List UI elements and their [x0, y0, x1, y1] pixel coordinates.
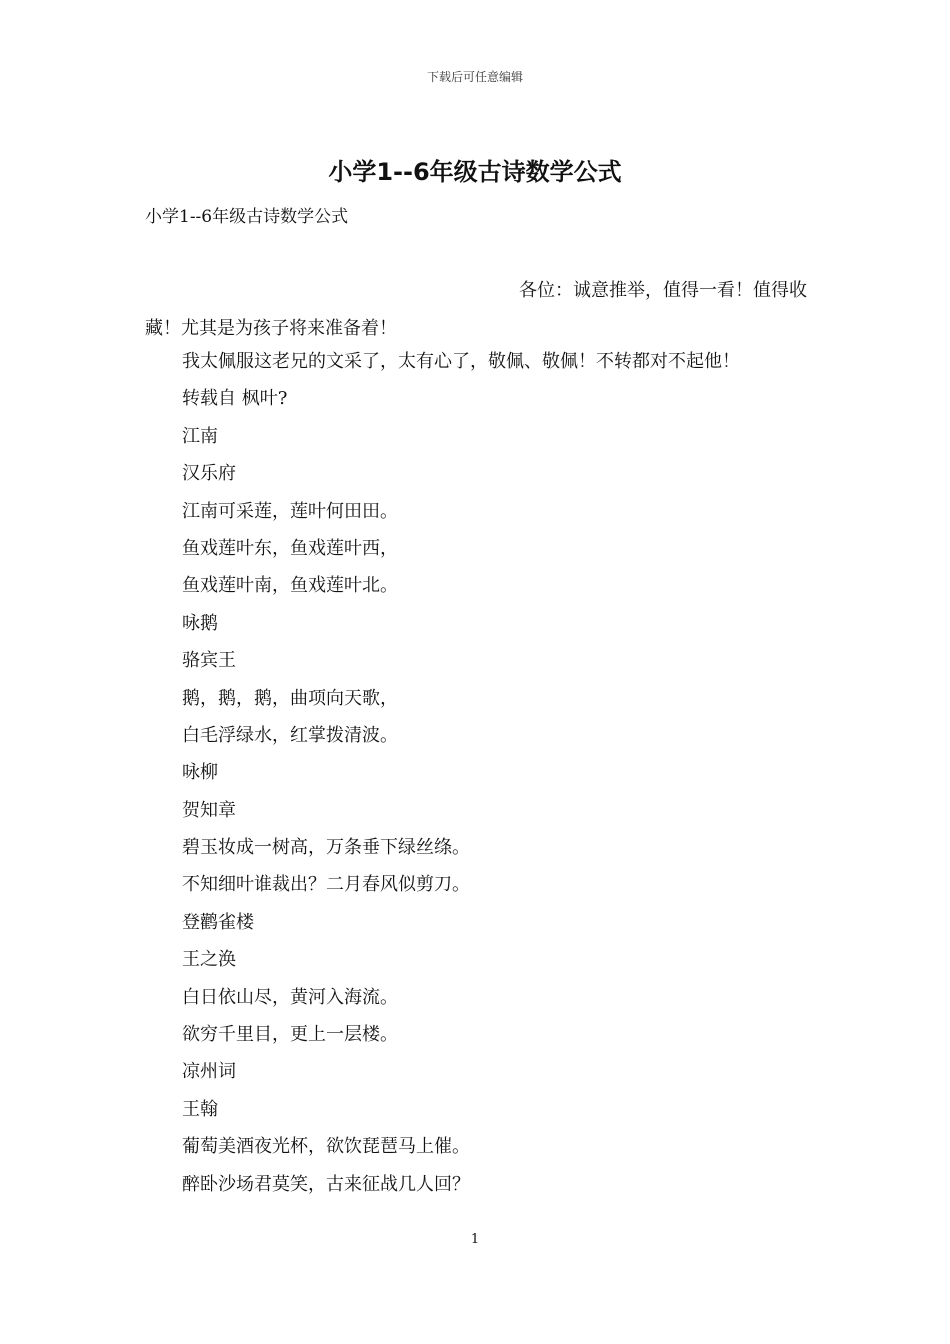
poem-verse: 白毛浮绿水，红掌拨清波。 — [182, 724, 398, 746]
document-title: 小学1--6年级古诗数学公式 — [328, 158, 622, 186]
poem-title: 咏鹅 — [182, 612, 218, 634]
poem-title: 江南 — [182, 425, 218, 447]
poem-author: 汉乐府 — [182, 463, 236, 485]
page-number: 1 — [470, 1232, 480, 1247]
poem-verse: 白日依山尽，黄河入海流。 — [182, 986, 398, 1008]
poem-verse: 碧玉妆成一树高，万条垂下绿丝绦。 — [182, 837, 470, 859]
poem-verse: 欲穷千里目，更上一层楼。 — [182, 1024, 398, 1046]
poem-verse: 葡萄美酒夜光杯，欲饮琵琶马上催。 — [182, 1136, 470, 1158]
poem-title: 咏柳 — [182, 762, 218, 784]
intro-line-1: 各位：诚意推举，值得一看！值得收 — [519, 280, 807, 301]
poem-author: 王之涣 — [182, 949, 236, 971]
intro-line-2: 藏！尤其是为孩子将来准备着！ — [145, 318, 397, 339]
poem-title: 登鹳雀楼 — [182, 911, 254, 933]
poem-lines — [182, 350, 822, 1210]
poem-verse: 醉卧沙场君莫笑，古来征战几人回？ — [182, 1173, 470, 1195]
document-subtitle: 小学1--6年级古诗数学公式 — [145, 207, 349, 227]
poem-author: 贺知章 — [182, 799, 236, 821]
poem-verse: 鱼戏莲叶东，鱼戏莲叶西， — [182, 537, 398, 559]
page-header: 下载后可任意编辑 — [426, 70, 523, 84]
poem-title: 凉州词 — [182, 1061, 236, 1083]
poem-verse: 江南可采莲，莲叶何田田。 — [182, 500, 398, 522]
poem-author: 王翰 — [182, 1098, 218, 1120]
poem-verse: 不知细叶谁裁出？二月春风似剪刀。 — [182, 874, 470, 896]
poem-verse: 鱼戏莲叶南，鱼戏莲叶北。 — [182, 575, 398, 597]
text-line: 我太佩服这老兄的文采了，太有心了，敬佩、敬佩！不转都对不起他！ — [182, 351, 740, 372]
poem-verse: 鹅，鹅，鹅，曲项向天歌， — [182, 687, 398, 709]
poem-author: 骆宾王 — [182, 650, 236, 672]
text-line: 转载自 枫叶? — [182, 388, 288, 410]
